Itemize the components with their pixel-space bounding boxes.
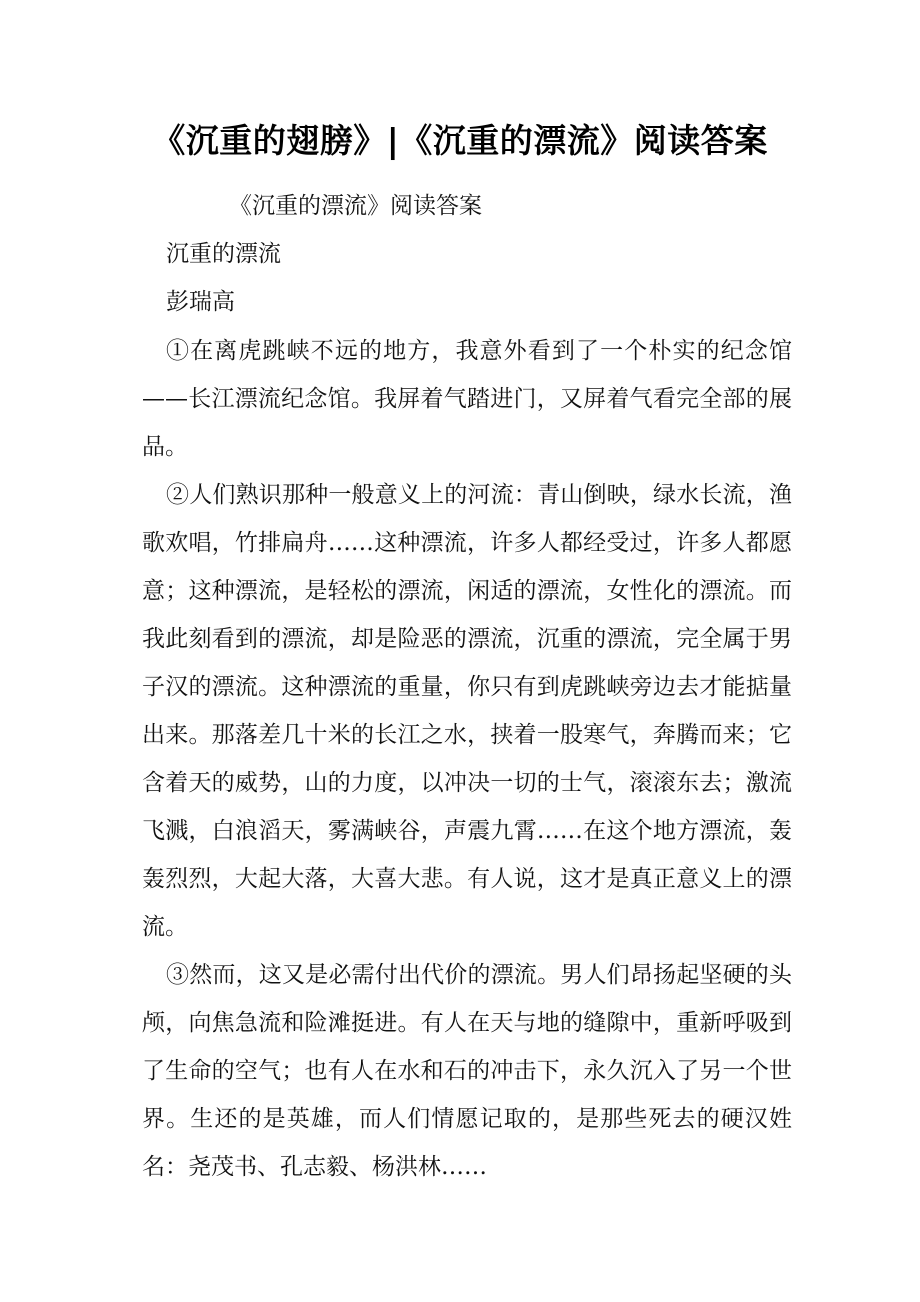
paragraph-1: ①在离虎跳峡不远的地方，我意外看到了一个朴实的纪念馆——长江漂流纪念馆。我屏着气踏进门，又屏着气看完全部的展品。	[142, 338, 792, 460]
document-title: 《沉重的翅膀》|《沉重的漂流》阅读答案	[152, 121, 768, 160]
paragraph-2: ②人们熟识那种一般意义上的河流：青山倒映，绿水长流，渔歌欢唱，竹排扁舟……这种漂流，许多人都经受过，许多人都愿意；这种漂流，是轻松的漂流，闲适的漂流，女性化的漂流。而我此刻看到的漂流，却是险恶的漂流，沉重的漂流，完全属于男子汉的漂流。这种漂流的重量，你只有到虎跳峡旁边去才能掂量出来。那落差几十米的长江之水，挟着一股寒气，奔腾而来；它含着天的威势，山的力度，以冲决一切的士气，滚滚东去；激流飞溅，白浪滔天，雾满峡谷，声震九霄……在这个地方漂流，轰轰烈烈，大起大落，大喜大悲。有人说，这才是真正意义上的漂流。	[142, 482, 792, 940]
essay-title: 沉重的漂流	[166, 241, 281, 267]
essay-author: 彭瑞高	[166, 289, 235, 315]
document-subtitle: 《沉重的漂流》阅读答案	[229, 193, 482, 219]
paragraph-3: ③然而，这又是必需付出代价的漂流。男人们昂扬起坚硬的头颅，向焦急流和险滩挺进。有人在天与地的缝隙中，重新呼吸到了生命的空气；也有人在水和石的冲击下，永久沉入了另一个世界。生还的是英雄，而人们情愿记取的，是那些死去的硬汉姓名：尧茂书、孔志毅、杨洪林……	[142, 962, 792, 1180]
